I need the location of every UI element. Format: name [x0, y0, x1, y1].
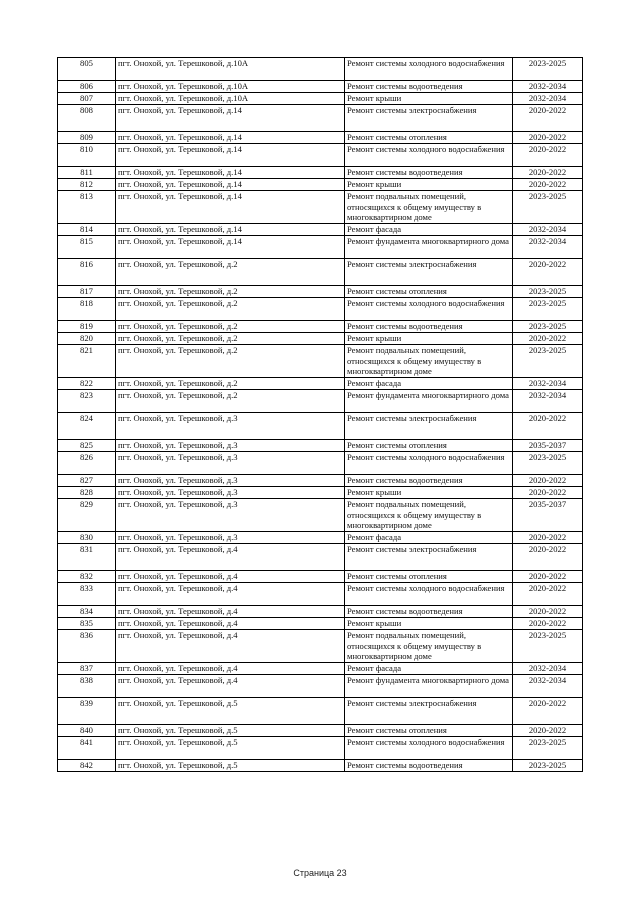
table-row [58, 286, 583, 298]
period-cell: 2032-2034 [513, 378, 583, 390]
table-row [58, 224, 583, 236]
table-row [58, 440, 583, 452]
period-cell: 2035-2037 [513, 440, 583, 452]
period-cell: 2020-2022 [513, 475, 583, 487]
period-cell: 2032-2034 [513, 224, 583, 236]
table-row [58, 618, 583, 630]
table-row [58, 333, 583, 345]
work-type-cell: Ремонт системы отопления [345, 132, 513, 144]
period-cell: 2032-2034 [513, 93, 583, 105]
address-cell: пгт. Онохой, ул. Терешковой, д.14 [116, 236, 345, 259]
table-row [58, 105, 583, 132]
table-row [58, 452, 583, 475]
address-cell: пгт. Онохой, ул. Терешковой, д.14 [116, 105, 345, 132]
period-cell: 2020-2022 [513, 725, 583, 737]
table-row [58, 236, 583, 259]
table-row [58, 675, 583, 698]
period-cell: 2020-2022 [513, 571, 583, 583]
row-number: 842 [58, 760, 116, 772]
period-cell: 2023-2025 [513, 286, 583, 298]
row-number: 822 [58, 378, 116, 390]
work-type-cell: Ремонт системы отопления [345, 440, 513, 452]
table-row [58, 487, 583, 499]
work-type-cell: Ремонт крыши [345, 333, 513, 345]
address-cell: пгт. Онохой, ул. Терешковой, д.2 [116, 321, 345, 333]
address-cell: пгт. Онохой, ул. Терешковой, д.2 [116, 390, 345, 413]
address-cell: пгт. Онохой, ул. Терешковой, д.4 [116, 675, 345, 698]
work-type-cell: Ремонт фасада [345, 663, 513, 675]
address-cell: пгт. Онохой, ул. Терешковой, д.14 [116, 224, 345, 236]
row-number: 811 [58, 167, 116, 179]
address-cell: пгт. Онохой, ул. Терешковой, д.10А [116, 58, 345, 81]
period-cell: 2035-2037 [513, 499, 583, 532]
address-cell: пгт. Онохой, ул. Терешковой, д.5 [116, 698, 345, 725]
table-row [58, 321, 583, 333]
work-type-cell: Ремонт системы электроснабжения [345, 698, 513, 725]
work-type-cell: Ремонт системы электроснабжения [345, 259, 513, 286]
table-row [58, 475, 583, 487]
table-row [58, 499, 583, 532]
work-type-cell: Ремонт подвальных помещений, относящихся к общему имуществу в многоквартирном доме [345, 191, 513, 224]
work-type-cell: Ремонт системы отопления [345, 286, 513, 298]
work-type-cell: Ремонт системы отопления [345, 571, 513, 583]
row-number: 814 [58, 224, 116, 236]
table-row [58, 81, 583, 93]
table-row [58, 583, 583, 606]
table-body [58, 58, 583, 772]
work-type-cell: Ремонт подвальных помещений, относящихся к общему имуществу в многоквартирном доме [345, 345, 513, 378]
work-type-cell: Ремонт крыши [345, 93, 513, 105]
address-cell: пгт. Онохой, ул. Терешковой, д.4 [116, 630, 345, 663]
row-number: 841 [58, 737, 116, 760]
table-row [58, 760, 583, 772]
period-cell: 2032-2034 [513, 390, 583, 413]
address-cell: пгт. Онохой, ул. Терешковой, д.3 [116, 440, 345, 452]
table-row [58, 144, 583, 167]
work-type-cell: Ремонт фасада [345, 378, 513, 390]
address-cell: пгт. Онохой, ул. Терешковой, д.5 [116, 725, 345, 737]
row-number: 835 [58, 618, 116, 630]
work-type-cell: Ремонт системы водоотведения [345, 321, 513, 333]
address-cell: пгт. Онохой, ул. Терешковой, д.3 [116, 499, 345, 532]
row-number: 830 [58, 532, 116, 544]
row-number: 813 [58, 191, 116, 224]
period-cell: 2020-2022 [513, 618, 583, 630]
address-cell: пгт. Онохой, ул. Терешковой, д.3 [116, 532, 345, 544]
row-number: 834 [58, 606, 116, 618]
table-row [58, 390, 583, 413]
address-cell: пгт. Онохой, ул. Терешковой, д.4 [116, 571, 345, 583]
row-number: 816 [58, 259, 116, 286]
address-cell: пгт. Онохой, ул. Терешковой, д.14 [116, 144, 345, 167]
row-number: 828 [58, 487, 116, 499]
table-row [58, 663, 583, 675]
address-cell: пгт. Онохой, ул. Терешковой, д.2 [116, 378, 345, 390]
row-number: 826 [58, 452, 116, 475]
table-row [58, 179, 583, 191]
period-cell: 2023-2025 [513, 452, 583, 475]
period-cell: 2032-2034 [513, 675, 583, 698]
work-type-cell: Ремонт фундамента многоквартирного дома [345, 675, 513, 698]
repair-schedule-table [57, 57, 583, 772]
work-type-cell: Ремонт системы водоотведения [345, 81, 513, 93]
work-type-cell: Ремонт системы холодного водоснабжения [345, 144, 513, 167]
table-row [58, 345, 583, 378]
work-type-cell: Ремонт подвальных помещений, относящихся к общему имуществу в многоквартирном доме [345, 499, 513, 532]
row-number: 831 [58, 544, 116, 571]
address-cell: пгт. Онохой, ул. Терешковой, д.4 [116, 618, 345, 630]
period-cell: 2020-2022 [513, 487, 583, 499]
work-type-cell: Ремонт системы электроснабжения [345, 105, 513, 132]
address-cell: пгт. Онохой, ул. Терешковой, д.10А [116, 93, 345, 105]
row-number: 824 [58, 413, 116, 440]
table-row [58, 191, 583, 224]
work-type-cell: Ремонт системы электроснабжения [345, 413, 513, 440]
table-row [58, 544, 583, 571]
row-number: 838 [58, 675, 116, 698]
period-cell: 2020-2022 [513, 132, 583, 144]
page-number-label: Страница 23 [293, 868, 347, 878]
table-row [58, 132, 583, 144]
row-number: 839 [58, 698, 116, 725]
period-cell: 2023-2025 [513, 737, 583, 760]
period-cell: 2023-2025 [513, 321, 583, 333]
table-row [58, 298, 583, 321]
period-cell: 2032-2034 [513, 236, 583, 259]
table-row [58, 167, 583, 179]
period-cell: 2032-2034 [513, 81, 583, 93]
address-cell: пгт. Онохой, ул. Терешковой, д.14 [116, 191, 345, 224]
period-cell: 2020-2022 [513, 698, 583, 725]
table-row [58, 571, 583, 583]
page-footer [0, 868, 640, 878]
work-type-cell: Ремонт фундамента многоквартирного дома [345, 390, 513, 413]
address-cell: пгт. Онохой, ул. Терешковой, д.4 [116, 606, 345, 618]
work-type-cell: Ремонт фасада [345, 532, 513, 544]
work-type-cell: Ремонт системы холодного водоснабжения [345, 737, 513, 760]
table-row [58, 93, 583, 105]
work-type-cell: Ремонт системы холодного водоснабжения [345, 452, 513, 475]
address-cell: пгт. Онохой, ул. Терешковой, д.14 [116, 167, 345, 179]
work-type-cell: Ремонт системы водоотведения [345, 760, 513, 772]
address-cell: пгт. Онохой, ул. Терешковой, д.5 [116, 760, 345, 772]
row-number: 815 [58, 236, 116, 259]
work-type-cell: Ремонт системы холодного водоснабжения [345, 583, 513, 606]
row-number: 829 [58, 499, 116, 532]
address-cell: пгт. Онохой, ул. Терешковой, д.4 [116, 544, 345, 571]
work-type-cell: Ремонт системы холодного водоснабжения [345, 298, 513, 321]
period-cell: 2020-2022 [513, 532, 583, 544]
period-cell: 2020-2022 [513, 179, 583, 191]
address-cell: пгт. Онохой, ул. Терешковой, д.3 [116, 452, 345, 475]
row-number: 823 [58, 390, 116, 413]
address-cell: пгт. Онохой, ул. Терешковой, д.2 [116, 286, 345, 298]
period-cell: 2023-2025 [513, 630, 583, 663]
table-row [58, 532, 583, 544]
row-number: 840 [58, 725, 116, 737]
row-number: 819 [58, 321, 116, 333]
table-row [58, 259, 583, 286]
table-row [58, 58, 583, 81]
period-cell: 2023-2025 [513, 298, 583, 321]
period-cell: 2023-2025 [513, 191, 583, 224]
period-cell: 2023-2025 [513, 345, 583, 378]
row-number: 818 [58, 298, 116, 321]
row-number: 827 [58, 475, 116, 487]
row-number: 836 [58, 630, 116, 663]
address-cell: пгт. Онохой, ул. Терешковой, д.2 [116, 298, 345, 321]
table-row [58, 698, 583, 725]
table-row [58, 725, 583, 737]
period-cell: 2023-2025 [513, 58, 583, 81]
table-row [58, 630, 583, 663]
work-type-cell: Ремонт фасада [345, 224, 513, 236]
work-type-cell: Ремонт системы холодного водоснабжения [345, 58, 513, 81]
document-page [57, 57, 583, 772]
row-number: 808 [58, 105, 116, 132]
period-cell: 2020-2022 [513, 259, 583, 286]
period-cell: 2020-2022 [513, 105, 583, 132]
row-number: 820 [58, 333, 116, 345]
address-cell: пгт. Онохой, ул. Терешковой, д.3 [116, 413, 345, 440]
address-cell: пгт. Онохой, ул. Терешковой, д.14 [116, 132, 345, 144]
row-number: 837 [58, 663, 116, 675]
row-number: 809 [58, 132, 116, 144]
row-number: 817 [58, 286, 116, 298]
work-type-cell: Ремонт системы водоотведения [345, 475, 513, 487]
row-number: 825 [58, 440, 116, 452]
address-cell: пгт. Онохой, ул. Терешковой, д.3 [116, 475, 345, 487]
row-number: 810 [58, 144, 116, 167]
address-cell: пгт. Онохой, ул. Терешковой, д.4 [116, 663, 345, 675]
row-number: 805 [58, 58, 116, 81]
period-cell: 2020-2022 [513, 413, 583, 440]
row-number: 812 [58, 179, 116, 191]
work-type-cell: Ремонт системы водоотведения [345, 606, 513, 618]
row-number: 832 [58, 571, 116, 583]
row-number: 833 [58, 583, 116, 606]
work-type-cell: Ремонт крыши [345, 618, 513, 630]
period-cell: 2023-2025 [513, 760, 583, 772]
table-row [58, 606, 583, 618]
address-cell: пгт. Онохой, ул. Терешковой, д.2 [116, 333, 345, 345]
work-type-cell: Ремонт системы отопления [345, 725, 513, 737]
row-number: 821 [58, 345, 116, 378]
table-row [58, 737, 583, 760]
address-cell: пгт. Онохой, ул. Терешковой, д.2 [116, 345, 345, 378]
table-row [58, 413, 583, 440]
period-cell: 2020-2022 [513, 144, 583, 167]
period-cell: 2020-2022 [513, 167, 583, 179]
table-row [58, 378, 583, 390]
period-cell: 2032-2034 [513, 663, 583, 675]
address-cell: пгт. Онохой, ул. Терешковой, д.4 [116, 583, 345, 606]
address-cell: пгт. Онохой, ул. Терешковой, д.3 [116, 487, 345, 499]
address-cell: пгт. Онохой, ул. Терешковой, д.2 [116, 259, 345, 286]
row-number: 806 [58, 81, 116, 93]
work-type-cell: Ремонт системы водоотведения [345, 167, 513, 179]
period-cell: 2020-2022 [513, 544, 583, 571]
work-type-cell: Ремонт крыши [345, 179, 513, 191]
work-type-cell: Ремонт подвальных помещений, относящихся к общему имуществу в многоквартирном доме [345, 630, 513, 663]
address-cell: пгт. Онохой, ул. Терешковой, д.14 [116, 179, 345, 191]
address-cell: пгт. Онохой, ул. Терешковой, д.5 [116, 737, 345, 760]
period-cell: 2020-2022 [513, 606, 583, 618]
address-cell: пгт. Онохой, ул. Терешковой, д.10А [116, 81, 345, 93]
work-type-cell: Ремонт крыши [345, 487, 513, 499]
work-type-cell: Ремонт системы электроснабжения [345, 544, 513, 571]
row-number: 807 [58, 93, 116, 105]
work-type-cell: Ремонт фундамента многоквартирного дома [345, 236, 513, 259]
period-cell: 2020-2022 [513, 583, 583, 606]
period-cell: 2020-2022 [513, 333, 583, 345]
